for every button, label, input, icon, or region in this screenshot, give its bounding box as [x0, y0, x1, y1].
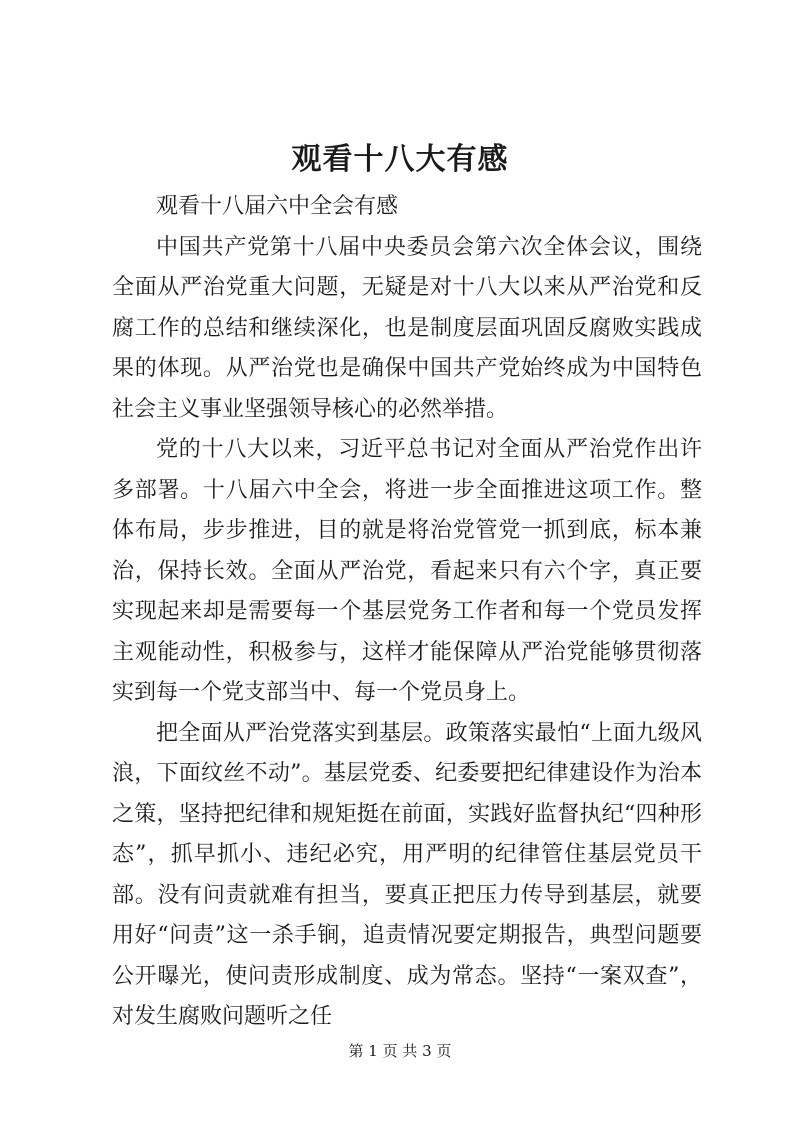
- page-footer: 第 1 页 共 3 页: [348, 1042, 452, 1060]
- document-title: 观看十八大有感: [291, 142, 509, 177]
- body-paragraph: 把全面从严治党落实到基层。政策落实最怕“上面九级风浪，下面纹丝不动”。基层党委、纪委要把纪律建设作为治本之策，坚持把纪律和规矩挺在前面，实践好监督执纪“四种形态”，抓早抓小、违纪必究，用严明的纪律管住基层党员干部。没有问责就难有担当，要真正把压力传导到基层，就要用好“问责”这一杀手锏，追责情况要定期报告，典型问题要公开曝光，使问责形成制度、成为常态。坚持“一案双查”，对发生腐败问题听之任: [112, 720, 702, 1029]
- document-body: [112, 187, 702, 1038]
- body-paragraph: 中国共产党第十八届中央委员会第六次全体会议，围绕全面从严治党重大问题，无疑是对十八大以来从严治党和反腐工作的总结和继续深化，也是制度层面巩固反腐败实践成果的体现。从严治党也是确保中国共产党始终成为中国特色社会主义事业坚强领导核心的必然举措。: [112, 234, 702, 422]
- subtitle-paragraph: 观看十八届六中全会有感: [156, 194, 399, 219]
- body-paragraph: 党的十八大以来，习近平总书记对全面从严治党作出许多部署。十八届六中全会，将进一步全面推进这项工作。整体布局，步步推进，目的就是将治党管党一抓到底，标本兼治，保持长效。全面从严治党，看起来只有六个字，真正要实现起来却是需要每一个基层党务工作者和每一个党员发挥主观能动性，积极参与，这样才能保障从严治党能够贯彻落实到每一个党支部当中、每一个党员身上。: [112, 437, 702, 705]
